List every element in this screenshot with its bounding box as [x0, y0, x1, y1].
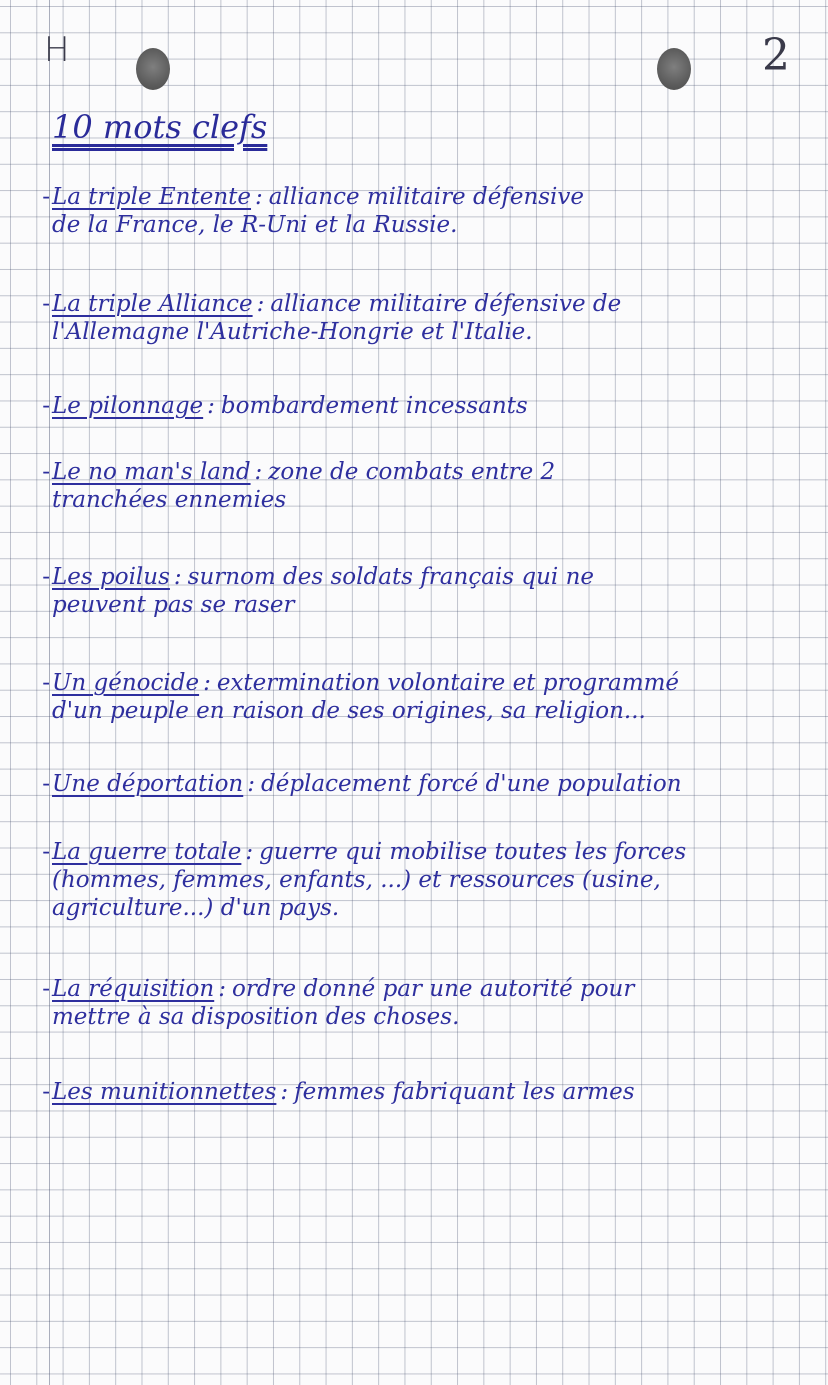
keyword-entry-munitionnettes: [28, 1078, 818, 1106]
keyword-definition: bombardement incessants: [220, 393, 528, 419]
keyword-definition-continued: tranchées ennemies: [52, 487, 287, 513]
keyword-definition: guerre qui mobilise toutes les forces: [259, 839, 687, 865]
keyword-entry-deportation: [28, 770, 818, 798]
keyword-definition-continued: (hommes, femmes, enfants, ...) et ressources (usine,: [52, 867, 661, 893]
entry-dash: -: [42, 564, 50, 590]
entry-separator: :: [203, 670, 211, 696]
keyword-definition: extermination volontaire et programmé: [216, 670, 679, 696]
keyword-definition-continued: peuvent pas se raser: [52, 592, 295, 618]
keyword-definition: femmes fabriquant les armes: [294, 1079, 635, 1105]
entry-dash: -: [42, 839, 50, 865]
keyword-entry-no-mans-land: [28, 458, 818, 514]
entry-separator: :: [255, 184, 263, 210]
keyword-term: La réquisition: [52, 976, 215, 1002]
entry-dash: -: [42, 1079, 50, 1105]
keyword-entry-triple-entente: [28, 183, 818, 239]
keyword-term: La guerre totale: [52, 839, 242, 865]
keyword-term: La triple Entente: [52, 184, 252, 210]
entry-dash: -: [42, 393, 50, 419]
entry-separator: :: [280, 1079, 289, 1105]
keyword-definition: alliance militaire défensive de: [270, 291, 622, 317]
keyword-definition: ordre donné par une autorité pour: [231, 976, 635, 1002]
entry-dash: -: [42, 976, 50, 1002]
entry-dash: -: [42, 291, 50, 317]
keyword-entry-poilus: [28, 563, 818, 619]
keyword-term: Une déportation: [52, 771, 244, 797]
keyword-term: Les munitionnettes: [52, 1079, 277, 1105]
keyword-entry-genocide: [28, 669, 818, 725]
entry-dash: -: [42, 459, 50, 485]
page-number: 2: [762, 30, 790, 81]
entry-dash: -: [42, 184, 50, 210]
keyword-definition-continued: l'Allemagne l'Autriche-Hongrie et l'Italie.: [52, 319, 533, 345]
keyword-term: Un génocide: [52, 670, 200, 696]
keyword-term: Le no man's land: [52, 459, 251, 485]
punch-hole-right: [657, 48, 691, 90]
entry-dash: -: [42, 771, 50, 797]
punch-hole-left: [136, 48, 170, 90]
keyword-term: Les poilus: [52, 564, 170, 590]
keyword-definition-continued: mettre à sa disposition des choses.: [52, 1004, 460, 1030]
keyword-definition: surnom des soldats français qui ne: [187, 564, 595, 590]
keyword-definition-continued: agriculture...) d'un pays.: [52, 895, 340, 921]
keyword-term: Le pilonnage: [52, 393, 204, 419]
keyword-entry-triple-alliance: [28, 290, 818, 346]
keyword-definition: zone de combats entre 2: [268, 459, 556, 485]
keyword-definition: déplacement forcé d'une population: [260, 771, 682, 797]
entry-dash: -: [42, 670, 50, 696]
keyword-entry-guerre-totale: [28, 838, 818, 922]
keyword-entry-pilonnage: [28, 392, 818, 420]
keyword-entry-requisition: [28, 975, 818, 1031]
keyword-definition-continued: d'un peuple en raison de ses origines, sa religion...: [52, 698, 646, 724]
entry-separator: :: [207, 393, 215, 419]
entry-separator: :: [245, 839, 254, 865]
page-letter: H: [44, 30, 70, 70]
entry-separator: :: [218, 976, 226, 1002]
keyword-definition: alliance militaire défensive: [268, 184, 585, 210]
keyword-term: La triple Alliance: [52, 291, 253, 317]
entry-separator: :: [254, 459, 263, 485]
page-title: 10 mots clefs: [52, 108, 268, 146]
entry-separator: :: [256, 291, 265, 317]
keyword-definition-continued: de la France, le R-Uni et la Russie.: [52, 212, 458, 238]
entry-separator: :: [247, 771, 255, 797]
entry-separator: :: [173, 564, 182, 590]
